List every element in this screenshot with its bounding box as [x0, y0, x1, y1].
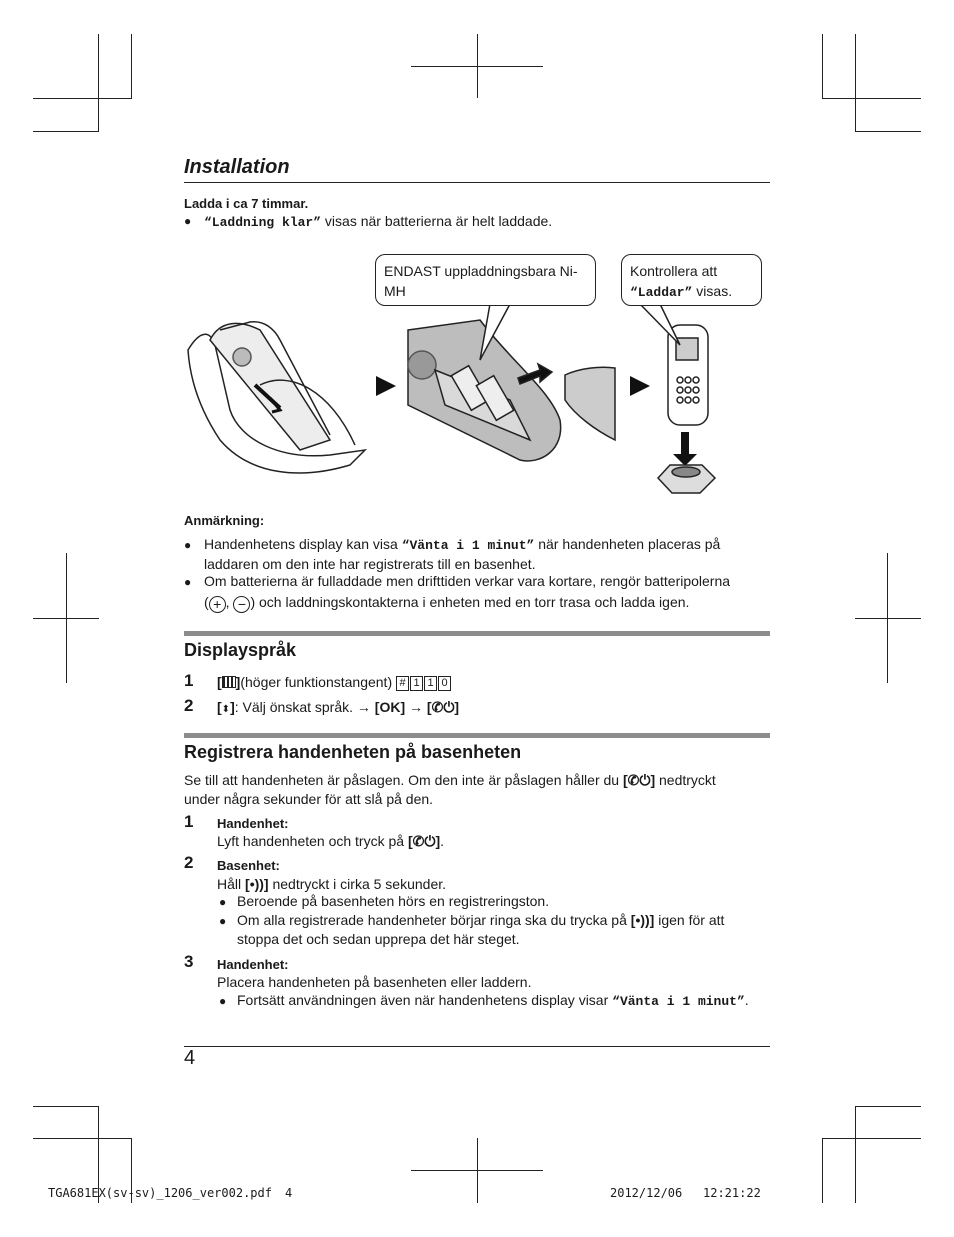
- footer-rule: [184, 1046, 770, 1047]
- plus-terminal-icon: +: [209, 596, 226, 613]
- step-3-bullet-1: Fortsätt användningen även när handenhetens display visar “Vänta i 1 minut”.: [237, 992, 749, 1009]
- register-intro: Se till att handenheten är påslagen. Om den inte är påslagen håller du [✆⏻] nedtryckt under några sekunder för att slå på den.: [184, 772, 716, 807]
- bullet-icon: ●: [184, 575, 192, 589]
- hand-handset-drawing: [188, 322, 365, 473]
- step-3-heading: Handenhet:: [217, 957, 289, 972]
- arrow-right-icon: →: [409, 699, 424, 715]
- minus-terminal-icon: −: [233, 596, 250, 613]
- section-bar: [184, 631, 770, 636]
- section-bar: [184, 733, 770, 738]
- footer-page: 4: [285, 1186, 293, 1200]
- off-power-icon: ✆⏻: [627, 772, 651, 788]
- bullet-icon: ●: [219, 994, 227, 1008]
- step-arrow-icon: [630, 376, 650, 396]
- note-bullet-1: Handenhetens display kan visa “Vänta i 1 minut” när handenheten placeras på laddaren om den inte har registrerats till en basenhet.: [204, 536, 721, 572]
- battery-compartment-drawing: [408, 320, 615, 461]
- step-2-bullet-2: Om alla registrerade handenheter börjar ringa ska du trycka på [•))] igen för att stoppa det och sedan upprepa det här steget.: [237, 912, 725, 947]
- header-rule: [184, 182, 770, 183]
- step-arrow-icon: [376, 376, 396, 396]
- step-number: 1: [184, 812, 194, 831]
- display-lang-step-1: [ ](höger funktionstangent) # 1 1 0: [217, 673, 452, 692]
- footer-file: TGA681EX(sv-sv)_1206_ver002.pdf: [48, 1186, 272, 1200]
- step-2-heading: Basenhet:: [217, 858, 280, 873]
- bullet-icon: ●: [184, 214, 192, 228]
- arrow-right-icon: →: [356, 699, 371, 715]
- charge-bullet: “Laddning klar” visas när batterierna är helt laddade.: [204, 213, 553, 230]
- battery-type-callout: ENDAST uppladdningsbara Ni-MH: [375, 254, 596, 306]
- footer-date: 2012/12/06: [610, 1186, 683, 1200]
- charge-heading: Ladda i ca 7 timmar.: [184, 196, 309, 211]
- footer-time: 12:21:22: [703, 1186, 761, 1200]
- register-title: Registrera handenheten på basenheten: [184, 742, 522, 762]
- locator-icon: •)): [249, 876, 264, 892]
- step-number: 2: [184, 853, 194, 872]
- section-title: Installation: [184, 156, 290, 178]
- step-1-heading: Handenhet:: [217, 816, 289, 831]
- check-display-callout: Kontrollera att “Laddar” visas.: [621, 254, 762, 306]
- key-1: 1: [410, 676, 423, 691]
- handset-on-base-drawing: [658, 325, 715, 493]
- bullet-icon: ●: [184, 538, 192, 552]
- bullet-icon: ●: [219, 895, 227, 909]
- callout-pointer: [640, 304, 680, 345]
- key-hash: #: [396, 676, 409, 691]
- key-1: 1: [424, 676, 437, 691]
- off-power-icon: ✆⏻: [412, 833, 436, 849]
- step-number: 2: [184, 696, 194, 715]
- step-3-text: Placera handenheten på basenheten eller laddern.: [217, 974, 532, 990]
- display-lang-title: Displayspråk: [184, 640, 297, 660]
- display-lang-step-2: [⬍]: Välj önskat språk. → [OK] → [✆⏻]: [217, 699, 460, 715]
- menu-key-icon: [222, 676, 236, 688]
- bullet-icon: ●: [219, 914, 227, 928]
- up-down-arrow-icon: ⬍: [221, 704, 231, 715]
- note-bullet-2: Om batterierna är fulladdade men drifttiden verkar vara kortare, rengör batteripolerna ( + , − ) och laddningskontakterna i enheten med en torr trasa och ladda igen.: [204, 573, 731, 612]
- step-number: 1: [184, 671, 194, 690]
- page-number: 4: [184, 1047, 196, 1069]
- step-2-text: Håll [•))] nedtryckt i cirka 5 sekunder.: [217, 876, 447, 892]
- off-power-icon: ✆⏻: [431, 699, 455, 715]
- key-0: 0: [438, 676, 451, 691]
- step-2-bullet-1: Beroende på basenheten hörs en registreringston.: [237, 893, 550, 909]
- step-1-text: Lyft handenheten och tryck på [✆⏻].: [217, 833, 444, 849]
- locator-icon: •)): [635, 912, 650, 928]
- note-heading: Anmärkning:: [184, 513, 265, 528]
- step-number: 3: [184, 952, 194, 971]
